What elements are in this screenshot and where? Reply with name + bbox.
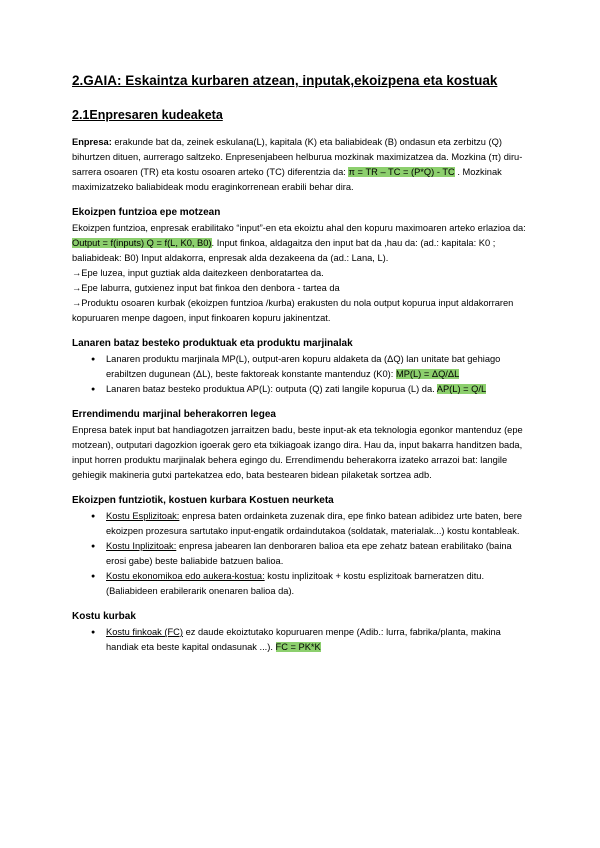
list-item [106,509,534,539]
production-text-2: . Input finkoa, aldagaitza den input bat da ,hau da: (ad.: kapitala: K0 ; baliabideak: B0) Input aldakorra, enpresak alda dezakeena da (ad.: Lana, L). [72,238,496,263]
implicit-cost-label: Kostu Inplizitoak: [106,541,177,551]
marginal-product-formula: MP(L) = ΔQ/ΔL [395,369,460,379]
fixed-cost-formula: FC = PK*K [275,642,321,652]
production-paragraph [72,221,534,266]
fixed-cost-label: Kostu finkoak (FC) [106,627,183,637]
curves-list [72,625,534,655]
fixed-cost-text: ez daude ekoiztutako kopuruaren menpe (Adib.: lurra, fabrika/planta, makina handiak eta beste kapital ondasunak ...). [106,627,501,652]
costs-heading: Ekoizpen funtziotik, kostuen kurbara Kostuen neurketa [72,495,334,506]
page-title: 2.GAIA: Eskaintza kurbaren atzean, inputak,ekoizpena eta kostuak [72,73,498,88]
total-product-line: →Produktu osoaren kurbak (ekoizpen funtzioa /kurba) erakusten du nola output kopurua input aldakorraren kopuruaren menpe dagoen, input finkoaren kopuru jakinentzat. [72,298,514,323]
list-item [106,539,534,569]
production-heading: Ekoizpen funtzioa epe motzean [72,207,221,218]
explicit-cost-text: enpresa baten ordainketa zuzenak dira, epe finko batean adibidez urte baten, bere ekoizpen prozesura sartutako input-engatik ordaindutakoa (soldatak, materialak...) kostu kontableak. [106,511,523,536]
section-heading: 2.1Enpresaren kudeaketa [72,108,223,122]
production-text-1: Ekoizpen funtzioa, enpresak erabilitako “input”-en eta ekoiztu ahal den kopuru maximoaren arteko erlazioa da: [72,223,526,233]
profit-formula: π = TR – TC = (P*Q) - TC [348,167,455,177]
document-page [72,72,534,655]
average-product-formula: AP(L) = Q/L [436,384,487,394]
law-heading: Errendimendu marjinal beherakorren legea [72,409,276,420]
explicit-cost-label: Kostu Esplizitoak: [106,511,180,521]
intro-text-2: . Mozkinak maximizatzeko baliabideak modu eraginkorrenean erabili behar dira. [72,167,502,192]
marginal-product-text: Lanaren produktu marjinala MP(L), output-aren kopuru aldaketa da (ΔQ) lan unitate bat gehiago erabiltzen dugunean (ΔL), beste faktoreak konstante mantenduz (K0): [106,354,501,379]
long-run-line: →Epe luzea, input guztiak alda daitezkeen denboratartea da. [72,268,324,278]
economic-cost-text: kostu inplizitoak + kostu esplizitoak barneratzen ditu. (Baliabideen erabilerarik onenaren balioa da). [106,571,485,596]
intro-paragraph [72,135,534,195]
implicit-cost-text: enpresa jabearen lan denboraren balioa eta epe zehatz batean erabilitako (baina erosi gabe) beste baliabide batzuen balioa. [106,541,512,566]
average-product-text: Lanaren bataz besteko produktua AP(L): outputa (Q) zati langile kopurua (L) da. [106,384,435,394]
marginal-list [72,352,534,397]
production-formula: Output = f(inputs) Q = f(L, K0, B0) [72,238,212,248]
short-run-line: →Epe laburra, gutxienez input bat finkoa den denbora - tartea da [72,283,340,293]
list-item [106,382,534,397]
marginal-heading: Lanaren bataz besteko produktuak eta produktu marjinalak [72,338,353,349]
costs-list [72,509,534,599]
list-item [106,569,534,599]
list-item [106,352,534,382]
curves-heading: Kostu kurbak [72,611,136,622]
law-paragraph: Enpresa batek input bat handiagotzen jarraitzen badu, beste input-ak eta teknologia egonkor mantenduz (epe motzean), outputari dagozkion igoerak gero eta txikiagoak izango dira. Hau da, input bakarra handitzen bada, input horren produktu marjinalak behera egingo du. Errendimendu beherakorra izateko arrazoi bat: langile gehiegik makineria gutxi partekatzea edo, bata bestearen bidean pilaketak sortzea adb. [72,425,523,480]
intro-text-1: erakunde bat da, zeinek eskulana(L), kapitala (K) eta baliabideak (B) ondasun eta zerbitzu (Q) bihurtzen dituen, aurrerago saltzeko. Enpresenjabeen helburua mozkinak maximizatzea da. Mozkina (π) diru-sarrera osoaren (TR) eta kostu osoaren arteko (TC) diferentzia da: [72,137,523,177]
economic-cost-label: Kostu ekonomikoa edo aukera-kostua: [106,571,265,581]
list-item [106,625,534,655]
intro-term: Enpresa: [72,137,112,147]
